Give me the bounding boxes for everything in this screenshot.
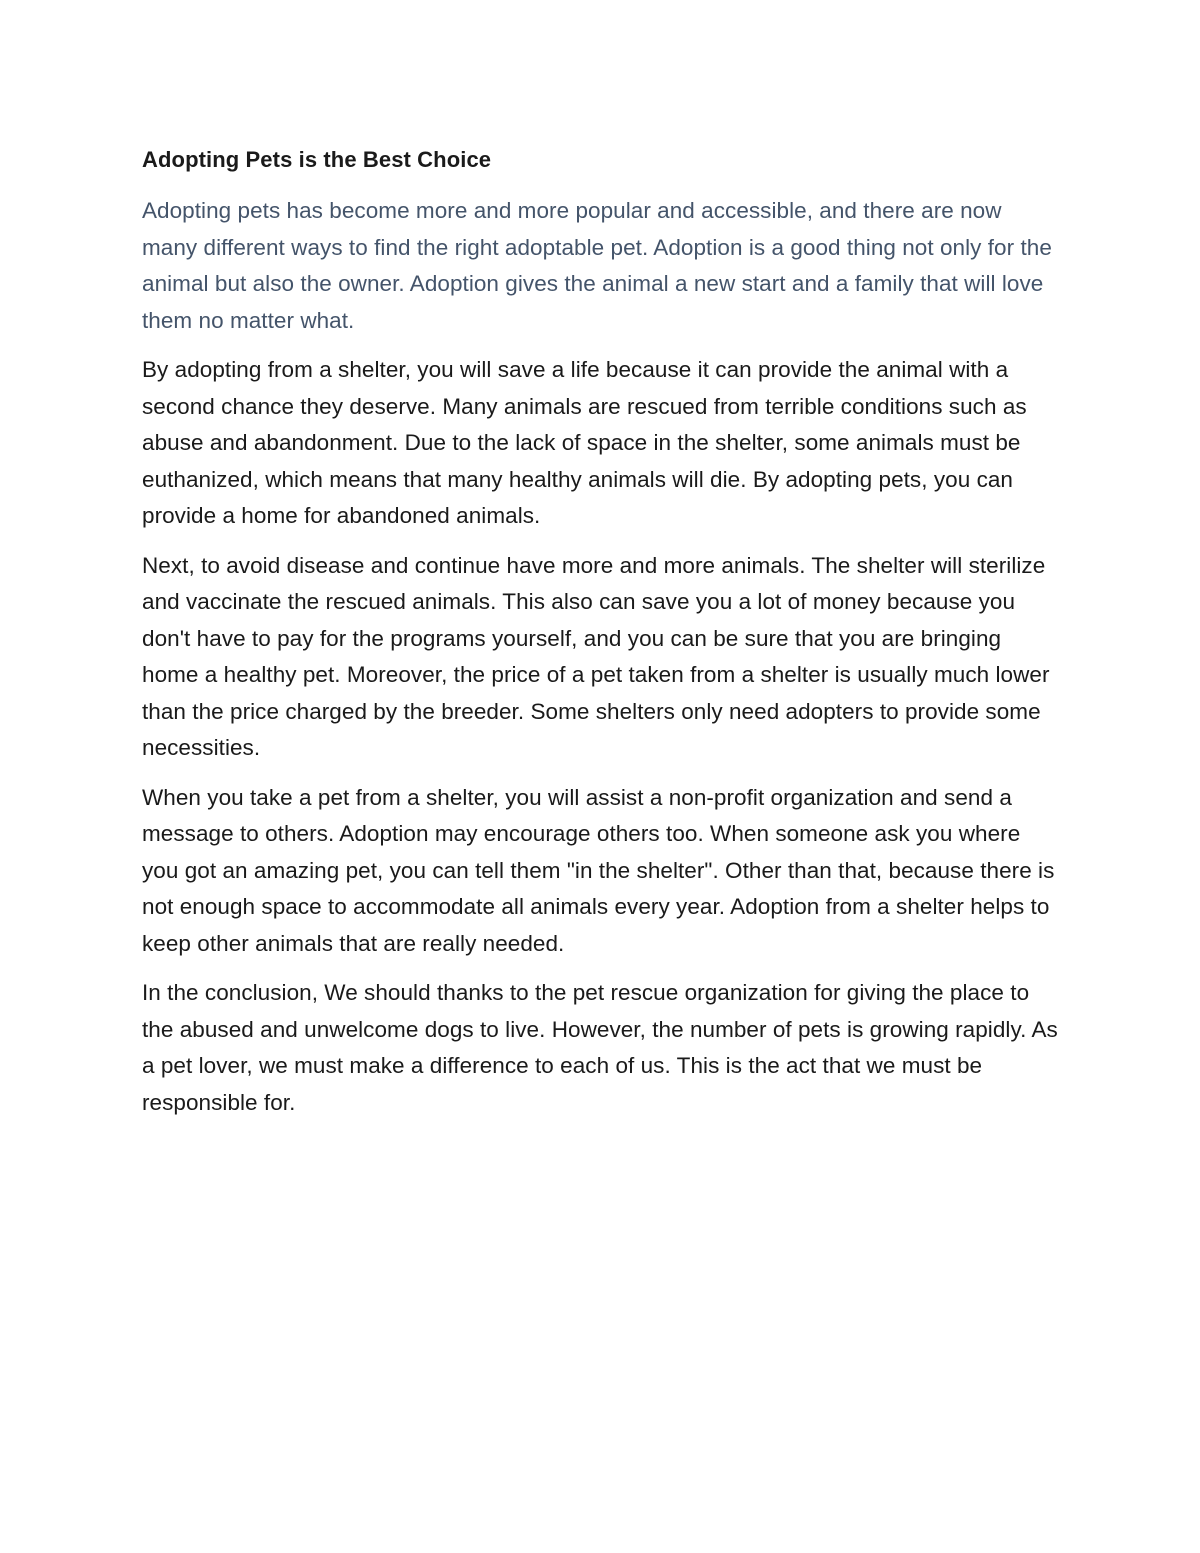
body-paragraph: By adopting from a shelter, you will save a life because it can provide the animal with a second chance they deserve. Many animals are rescued from terrible conditions such as abuse and abandonment. Due to the lack of space in the shelter, some animals must be euthanized, which means that many healthy animals will die. By adopting pets, you can provide a home for abandoned animals. bbox=[142, 357, 1027, 528]
conclusion-paragraph: In the conclusion, We should thanks to the pet rescue organization for giving the place to the abused and unwelcome dogs to live. However, the number of pets is growing rapidly. As a pet lover, we must make a difference to each of us. This is the act that we must be responsible for. bbox=[142, 980, 1058, 1115]
body-paragraph: Next, to avoid disease and continue have more and more animals. The shelter will sterilize and vaccinate the rescued animals. This also can save you a lot of money because you don't have to pay for the programs yourself, and you can be sure that you are bringing home a healthy pet. Moreover, the price of a pet taken from a shelter is usually much lower than the price charged by the breeder. Some shelters only need adopters to provide some necessities. bbox=[142, 552, 1050, 760]
document-body bbox=[142, 143, 1062, 1134]
body-paragraph: When you take a pet from a shelter, you will assist a non-profit organization and send a message to others. Adoption may encourage others too. When someone ask you where you got an amazing pet, you can tell them "in the shelter". Other than that, because there is not enough space to accommodate all animals every year. Adoption from a shelter helps to keep other animals that are really needed. bbox=[142, 784, 1055, 956]
document-title: Adopting Pets is the Best Choice bbox=[142, 147, 492, 172]
intro-paragraph: Adopting pets has become more and more popular and accessible, and there are now many different ways to find the right adoptable pet. Adoption is a good thing not only for the animal but also the owner. Adoption gives the animal a new start and a family that will love them no matter what. bbox=[142, 198, 1052, 333]
